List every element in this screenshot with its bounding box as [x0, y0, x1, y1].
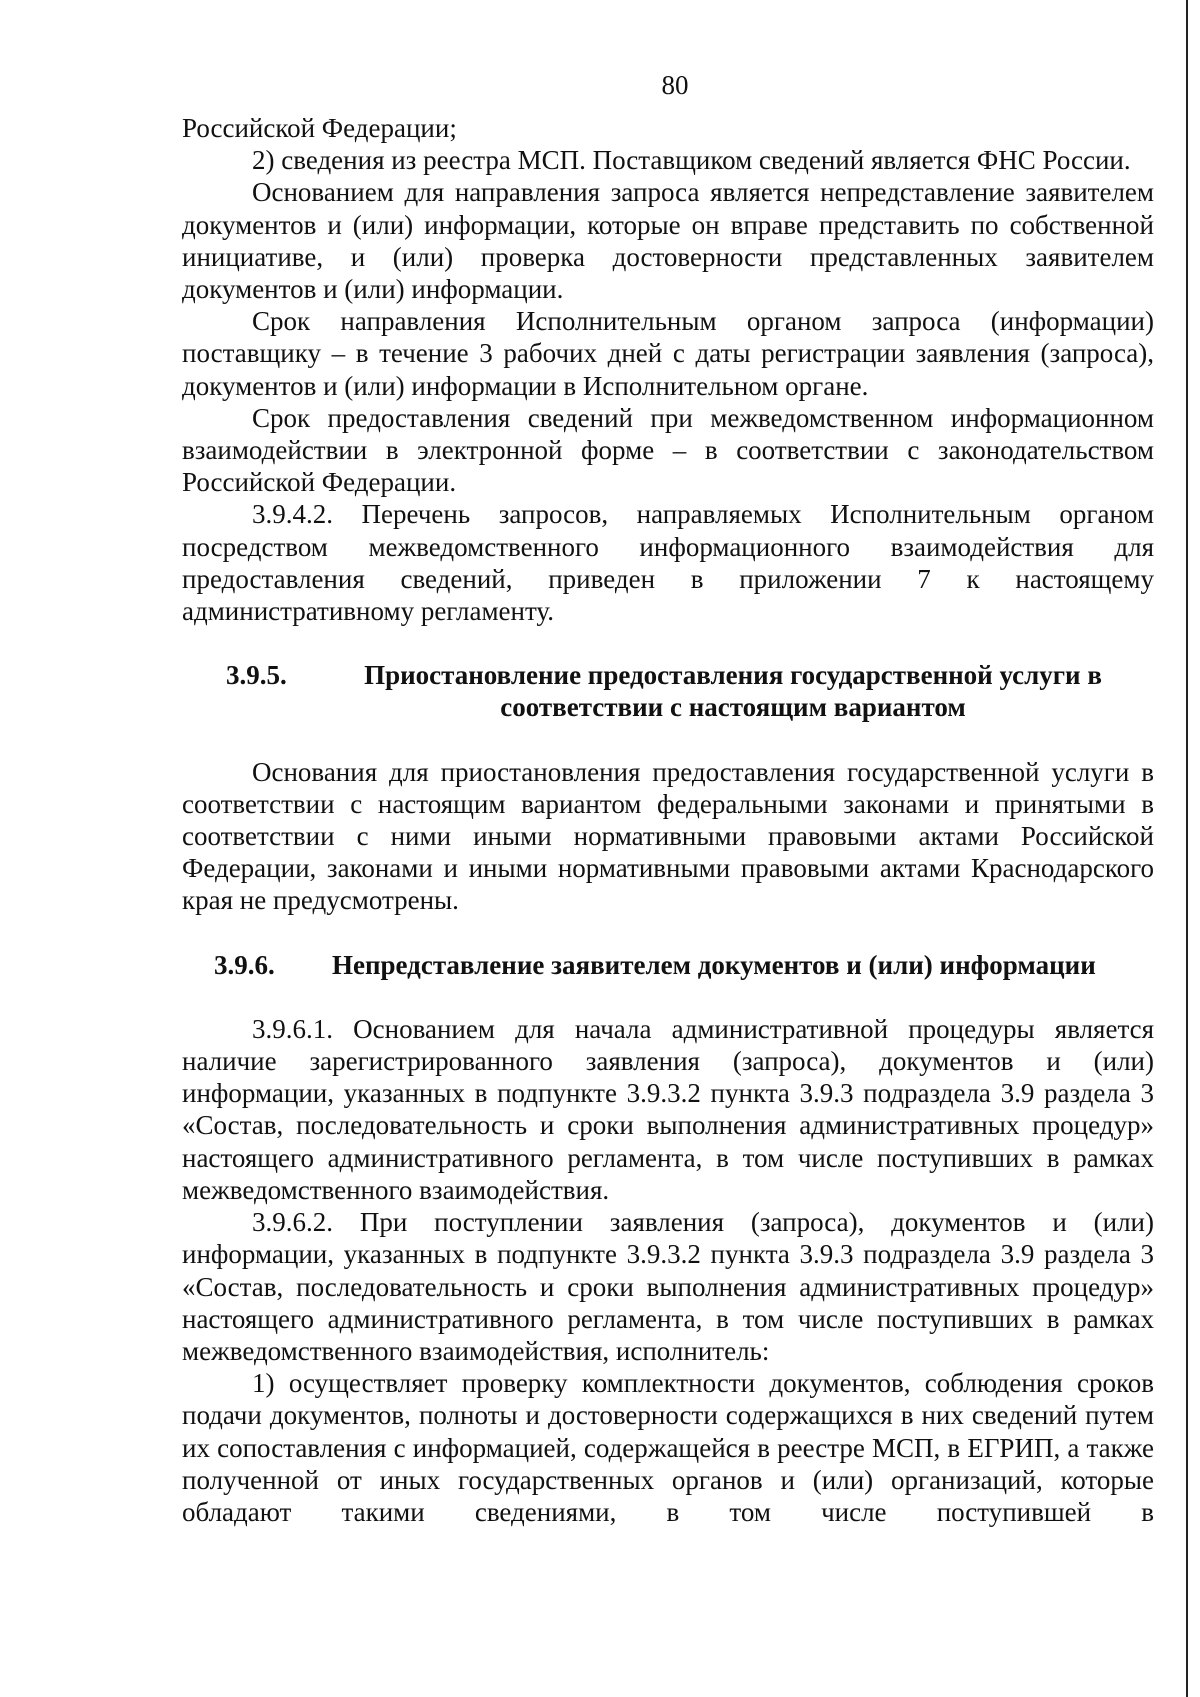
paragraph-3-9-6-2: 3.9.6.2. При поступлении заявления (запроса), документов и (или) информации, указанных в подпункте 3.9.3.2 пункта 3.9.3 подраздела 3.9 раздела 3 «Состав, последовательность и сроки выполнения административных процедур» настоящего административного регламента, в том числе поступивших в рамках межведомственного взаимодействия, исполнитель:: [182, 1207, 1154, 1366]
paragraph-3: Основанием для направления запроса является непредставление заявителем документов и (или) информации, которые он вправе представить по собственной инициативе, и (или) проверка достоверности представленных заявителем документов и (или) информации.: [182, 177, 1154, 305]
paragraph-4: Срок направления Исполнительным органом запроса (информации) поставщику – в течение 3 рабочих дней с даты регистрации заявления (запроса), документов и (или) информации в Исполнительном органе.: [182, 306, 1154, 401]
section-heading-3-9-6: [182, 949, 1154, 981]
section-heading-3-9-5: [182, 659, 1154, 723]
paragraph-6: 3.9.4.2. Перечень запросов, направляемых Исполнительным органом посредством межведомственного информационного взаимодействия для предоставления сведений, приведен в приложении 7 к настоящему административному регламенту.: [182, 499, 1154, 627]
spacer: [182, 627, 1154, 659]
paragraph-2: 2) сведения из реестра МСП. Поставщиком сведений является ФНС России.: [252, 145, 1131, 176]
spacer: [182, 981, 1154, 1013]
section-title: Приостановление предоставления государственной услуги в соответствии с настоящим вариантом: [364, 660, 1102, 723]
paragraph-1: Российской Федерации;: [182, 113, 457, 143]
section-title: Непредставление заявителем документов и (или) информации: [332, 949, 1096, 980]
section-3-9-5-text: Основания для приостановления предоставления государственной услуги в соответствии с настоящим вариантом федеральными законами и принятыми в соответствии с ними иными нормативными правовыми актами Российской Федерации, законами и иными нормативными правовыми актами Краснодарского края не предусмотрены.: [182, 756, 1154, 916]
page-content: [182, 112, 1154, 1528]
paragraph-5: Срок предоставления сведений при межведомственном информационном взаимодействии в электронной форме – в соответствии с законодательством Российской Федерации.: [182, 402, 1154, 498]
section-number: 3.9.5.: [226, 660, 287, 691]
paragraph-item-1: 1) осуществляет проверку комплектности документов, соблюдения сроков подачи документов, полноты и достоверности содержащихся в них сведений путем их сопоставления с информацией, содержащейся в реестре МСП, в ЕГРИП, а также полученной от иных государственных органов и (или) организаций, которые обладают такими сведениями, в том числе поступившей в: [182, 1368, 1154, 1527]
paragraph-3-9-6-1: 3.9.6.1. Основанием для начала административной процедуры является наличие зарегистрированного заявления (запроса), документов и (или) информации, указанных в подпункте 3.9.3.2 пункта 3.9.3 подраздела 3.9 раздела 3 «Состав, последовательность и сроки выполнения административных процедур» настоящего административного регламента, в том числе поступивших в рамках межведомственного взаимодействия.: [182, 1013, 1154, 1205]
spacer: [182, 724, 1154, 756]
page-edge-line: [1186, 0, 1188, 1697]
page-number: 80: [661, 70, 689, 100]
spacer: [182, 917, 1154, 949]
section-number: 3.9.6.: [214, 949, 275, 980]
